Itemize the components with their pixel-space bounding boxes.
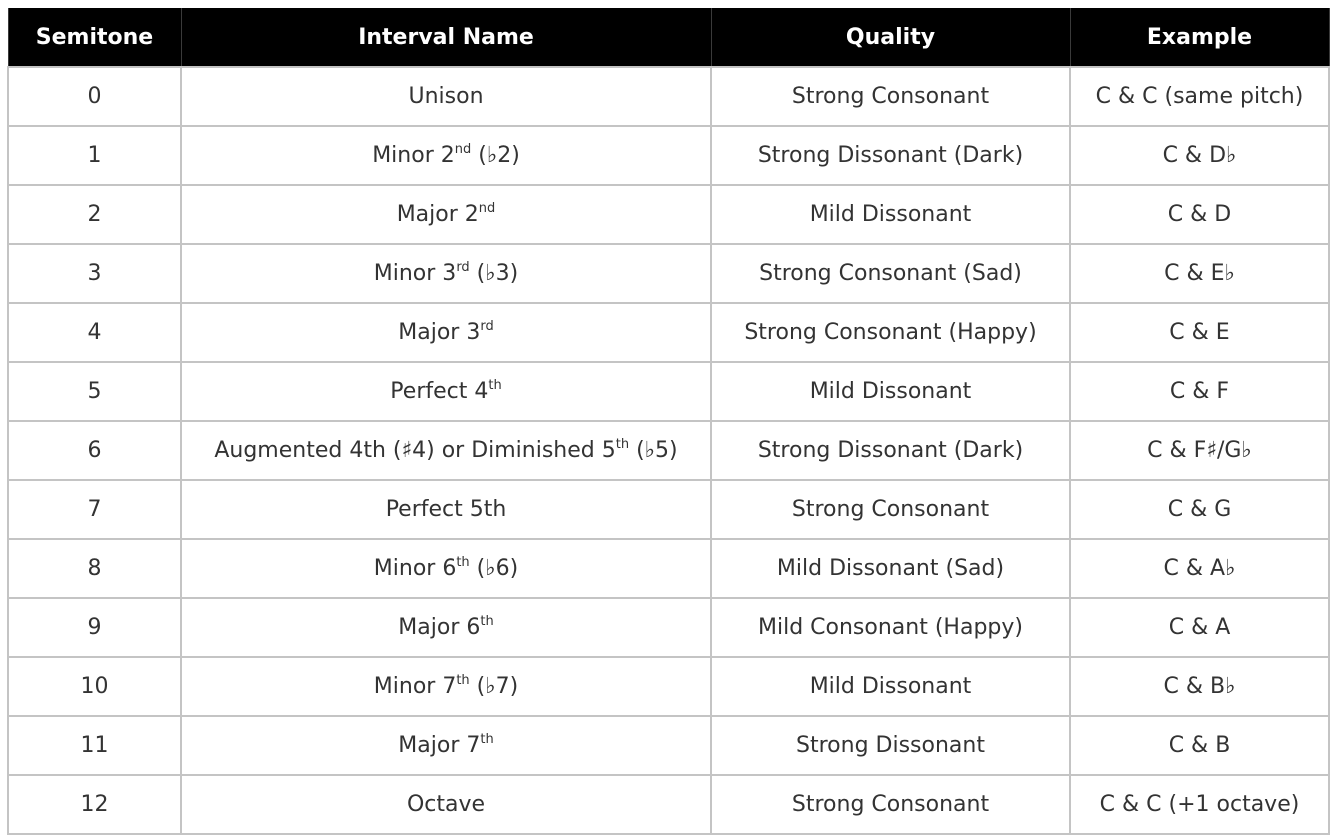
cell-quality: Strong Dissonant	[711, 716, 1070, 775]
cell-quality: Strong Dissonant (Dark)	[711, 126, 1070, 185]
interval-name-text: Major 2	[396, 202, 479, 227]
cell-example: C & B♭	[1070, 657, 1329, 716]
interval-name-text: Major 7	[398, 733, 481, 758]
cell-example: C & B	[1070, 716, 1329, 775]
interval-name-text: Perfect 5th	[385, 497, 507, 522]
cell-quality: Strong Consonant (Sad)	[711, 244, 1070, 303]
table-row	[8, 185, 1329, 244]
cell-quality: Mild Dissonant	[711, 362, 1070, 421]
ordinal-suffix: th	[488, 378, 502, 393]
cell-example: C & A	[1070, 598, 1329, 657]
table-row	[8, 480, 1329, 539]
interval-symbol: (♭7)	[469, 674, 519, 699]
interval-name-text: Unison	[408, 84, 484, 109]
interval-name-text: Minor 7	[373, 674, 457, 699]
cell-interval-name	[181, 716, 711, 775]
cell-interval-name	[181, 598, 711, 657]
table-row	[8, 539, 1329, 598]
cell-interval-name	[181, 185, 711, 244]
ordinal-suffix: rd	[480, 319, 494, 334]
table-header	[8, 8, 1329, 67]
cell-example: C & F♯/G♭	[1070, 421, 1329, 480]
cell-semitone: 8	[8, 539, 181, 598]
header-semitone: Semitone	[8, 8, 181, 67]
cell-semitone: 3	[8, 244, 181, 303]
cell-semitone: 9	[8, 598, 181, 657]
cell-quality: Mild Dissonant	[711, 657, 1070, 716]
cell-interval-name	[181, 421, 711, 480]
table-row	[8, 303, 1329, 362]
cell-quality: Mild Dissonant	[711, 185, 1070, 244]
cell-interval-name	[181, 67, 711, 126]
cell-interval-name	[181, 303, 711, 362]
interval-name-text: Major 6	[398, 615, 481, 640]
cell-quality: Strong Consonant (Happy)	[711, 303, 1070, 362]
cell-example: C & D	[1070, 185, 1329, 244]
cell-example: C & C (+1 octave)	[1070, 775, 1329, 834]
table-row	[8, 657, 1329, 716]
cell-quality: Strong Dissonant (Dark)	[711, 421, 1070, 480]
interval-symbol: (♭5)	[629, 438, 678, 463]
cell-semitone: 10	[8, 657, 181, 716]
ordinal-suffix: th	[456, 673, 470, 688]
table-row	[8, 244, 1329, 303]
table-body	[8, 67, 1329, 834]
table-row	[8, 126, 1329, 185]
interval-name-text: Major 3	[398, 320, 481, 345]
table-row	[8, 421, 1329, 480]
cell-example: C & E♭	[1070, 244, 1329, 303]
cell-semitone: 2	[8, 185, 181, 244]
ordinal-suffix: nd	[478, 201, 496, 216]
cell-example: C & D♭	[1070, 126, 1329, 185]
cell-semitone: 11	[8, 716, 181, 775]
cell-interval-name	[181, 539, 711, 598]
cell-semitone: 7	[8, 480, 181, 539]
cell-semitone: 6	[8, 421, 181, 480]
ordinal-suffix: nd	[454, 142, 472, 157]
header-row	[8, 8, 1329, 67]
cell-quality: Mild Consonant (Happy)	[711, 598, 1070, 657]
cell-semitone: 4	[8, 303, 181, 362]
interval-symbol: (♭6)	[469, 556, 519, 581]
table-row	[8, 716, 1329, 775]
interval-name-text: Minor 6	[373, 556, 457, 581]
cell-quality: Mild Dissonant (Sad)	[711, 539, 1070, 598]
ordinal-suffix: th	[615, 437, 630, 452]
cell-quality: Strong Consonant	[711, 67, 1070, 126]
cell-interval-name	[181, 126, 711, 185]
cell-example: C & G	[1070, 480, 1329, 539]
header-example: Example	[1070, 8, 1329, 67]
table-row	[8, 67, 1329, 126]
cell-semitone: 0	[8, 67, 181, 126]
cell-example: C & E	[1070, 303, 1329, 362]
interval-symbol: (♭2)	[471, 143, 520, 168]
cell-quality: Strong Consonant	[711, 775, 1070, 834]
cell-semitone: 12	[8, 775, 181, 834]
interval-table-container	[7, 8, 1328, 835]
interval-table	[7, 8, 1330, 835]
cell-example: C & F	[1070, 362, 1329, 421]
interval-name-text: Minor 2	[372, 143, 455, 168]
header-quality: Quality	[711, 8, 1070, 67]
cell-interval-name	[181, 244, 711, 303]
table-row	[8, 598, 1329, 657]
interval-name-text: Minor 3	[373, 261, 457, 286]
interval-symbol: (♭3)	[469, 261, 519, 286]
ordinal-suffix: th	[456, 555, 470, 570]
cell-example: C & C (same pitch)	[1070, 67, 1329, 126]
table-row	[8, 775, 1329, 834]
cell-quality: Strong Consonant	[711, 480, 1070, 539]
cell-interval-name	[181, 775, 711, 834]
cell-semitone: 1	[8, 126, 181, 185]
interval-name-text: Perfect 4	[390, 379, 489, 404]
ordinal-suffix: rd	[456, 260, 470, 275]
interval-name-text: Augmented 4th (♯4) or Diminished 5	[214, 438, 616, 463]
cell-interval-name	[181, 480, 711, 539]
ordinal-suffix: th	[480, 732, 494, 747]
cell-semitone: 5	[8, 362, 181, 421]
cell-interval-name	[181, 657, 711, 716]
table-row	[8, 362, 1329, 421]
cell-interval-name	[181, 362, 711, 421]
cell-example: C & A♭	[1070, 539, 1329, 598]
header-interval-name: Interval Name	[181, 8, 711, 67]
ordinal-suffix: th	[480, 614, 494, 629]
interval-name-text: Octave	[406, 792, 486, 817]
